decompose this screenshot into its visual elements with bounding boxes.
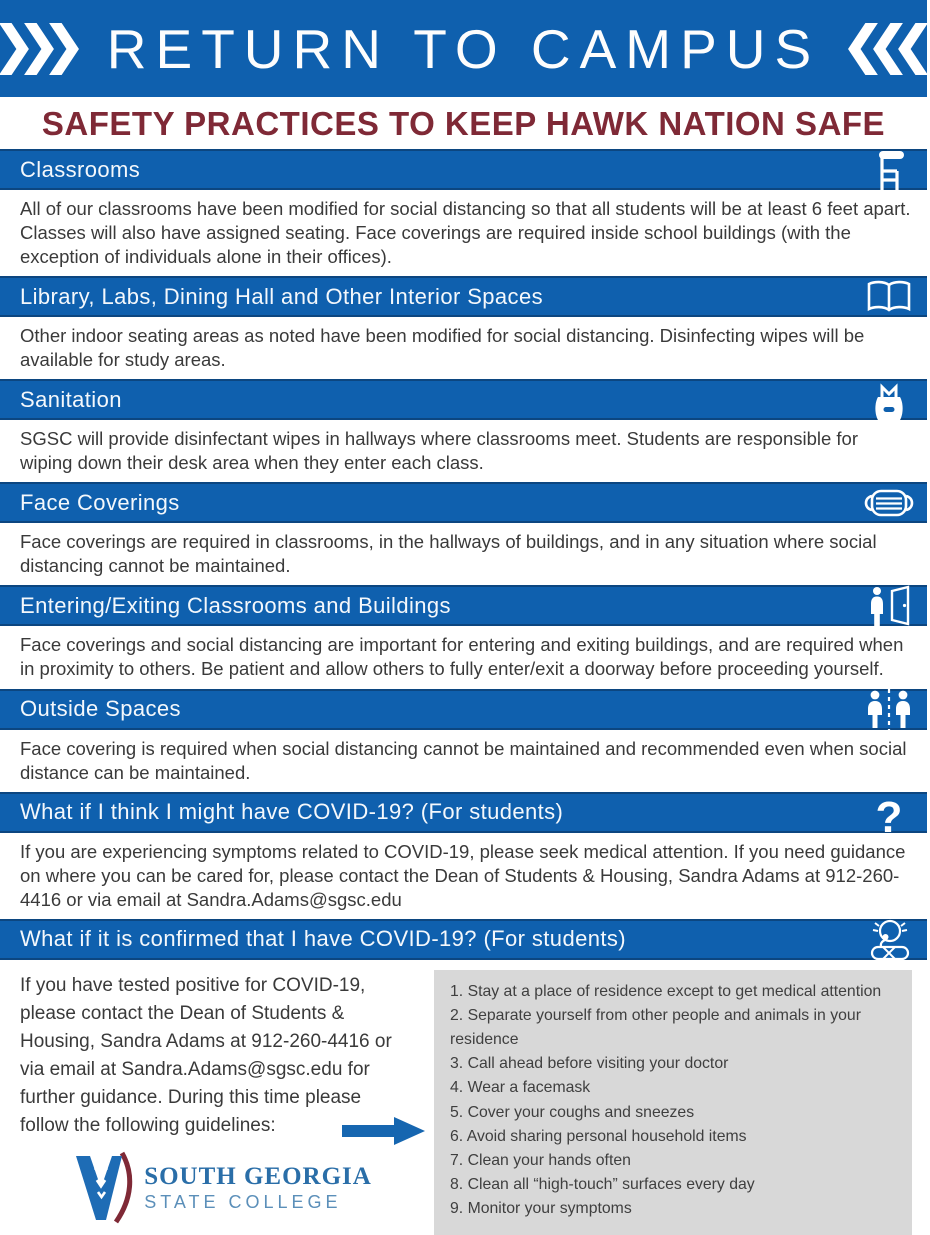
section-confirmed-covid xyxy=(0,919,927,1235)
section-body: Face coverings and social distancing are important for entering and exiting buildings, and are required when in proximity to others. Be patient and allow others to fully enter/exit a doorway before proceeding yourself. xyxy=(20,634,904,680)
section-classrooms xyxy=(0,149,927,276)
section-entering-exiting xyxy=(0,585,927,688)
section-body: Face coverings are required in classrooms, in the hallways of buildings, and in any situation where social distancing cannot be maintained. xyxy=(20,531,877,577)
guideline-item: 3. Call ahead before visiting your doctor xyxy=(450,1055,729,1073)
guideline-item: 6. Avoid sharing personal household items xyxy=(450,1127,747,1145)
social-distancing-icon xyxy=(863,683,915,735)
confirmed-covid-left-column xyxy=(20,970,422,1227)
triple-chevron-right-icon xyxy=(0,23,81,75)
coughing-person-icon xyxy=(863,913,915,965)
guideline-item: 5. Cover your coughs and sneezes xyxy=(450,1103,695,1121)
bottom-columns xyxy=(0,960,927,1235)
arrow-right-icon xyxy=(342,1116,426,1146)
face-mask-icon xyxy=(863,477,915,529)
triple-chevron-left-icon xyxy=(846,23,930,75)
section-title: What if I think I might have COVID-19? (For students) xyxy=(20,799,564,825)
section-body: If you have tested positive for COVID-19, please contact the Dean of Students & Housing, Sandra Adams at 912-260-4416 or via email at Sandra.Adams@sgsc.edu for further guidance. During this time please follow the following guidelines: xyxy=(20,974,392,1137)
sgsc-logo-text xyxy=(144,1163,372,1213)
section-sanitation xyxy=(0,379,927,482)
section-body: Other indoor seating areas as noted have been modified for social distancing. Disinfecting wipes will be available for study areas. xyxy=(20,325,865,371)
section-title: Face Coverings xyxy=(20,489,180,515)
wipes-icon xyxy=(863,374,915,426)
section-face-coverings xyxy=(0,482,927,585)
banner-title: RETURN TO CAMPUS xyxy=(106,17,821,80)
section-library xyxy=(0,276,927,379)
guideline-item: 1. Stay at a place of residence except to get medical attention xyxy=(450,982,882,1000)
section-header-entering-exiting xyxy=(0,585,927,626)
section-title: Outside Spaces xyxy=(20,696,181,722)
sgsc-emblem-icon xyxy=(70,1150,134,1226)
guidelines-box xyxy=(434,970,912,1235)
sgsc-logo xyxy=(20,1150,422,1226)
open-book-icon xyxy=(863,271,915,323)
section-body: All of our classrooms have been modified for social distancing so that all students will be at least 6 feet apart. Classes will also have assigned seating. Face coverings are required inside school buildings (with the exception of individuals alone in their offices). xyxy=(20,198,911,268)
guideline-item: 2. Separate yourself from other people and animals in your residence xyxy=(450,1006,861,1049)
section-title: Sanitation xyxy=(20,386,122,412)
section-header-face-coverings xyxy=(0,482,927,523)
logo-line2: STATE COLLEGE xyxy=(144,1192,342,1213)
section-header-outside-spaces xyxy=(0,689,927,730)
page-title: SAFETY PRACTICES TO KEEP HAWK NATION SAFE xyxy=(41,105,886,142)
guideline-item: 8. Clean all “high-touch” surfaces every day xyxy=(450,1176,755,1193)
section-body: Face covering is required when social distancing cannot be maintained and recommended even when social distance can be maintained. xyxy=(20,737,907,783)
section-header-sanitation xyxy=(0,379,927,420)
question-mark-icon: ? xyxy=(875,793,903,843)
person-door-icon xyxy=(863,580,915,632)
section-header-confirmed-covid xyxy=(0,919,927,960)
section-title: Entering/Exiting Classrooms and Buildings xyxy=(20,592,451,618)
section-title: Classrooms xyxy=(20,156,141,182)
section-body: If you are experiencing symptoms related to COVID-19, please seek medical attention. If you need guidance on where you can be cared for, please contact the Dean of Students & Housing, Sandra Adams at 912-260-4416 or via email at Sandra.Adams@sgsc.edu xyxy=(20,840,906,910)
section-header-think-covid xyxy=(0,792,927,843)
section-header-classrooms xyxy=(0,149,927,190)
guideline-item: 9. Monitor your symptoms xyxy=(450,1200,632,1218)
chair-icon xyxy=(863,144,915,196)
guideline-item: 7. Clean your hands often xyxy=(450,1151,631,1169)
section-outside-spaces xyxy=(0,689,927,792)
logo-line1: SOUTH GEORGIA xyxy=(144,1163,372,1191)
section-think-covid xyxy=(0,792,927,919)
section-header-library xyxy=(0,276,927,317)
section-title: What if it is confirmed that I have COVID-19? (For students) xyxy=(20,926,626,952)
section-title: Library, Labs, Dining Hall and Other Interior Spaces xyxy=(20,283,543,309)
guideline-item: 4. Wear a facemask xyxy=(450,1079,591,1097)
banner xyxy=(0,0,927,97)
section-body: SGSC will provide disinfectant wipes in hallways where classrooms meet. Students are responsible for wiping down their desk area when they enter each class. xyxy=(20,428,859,474)
